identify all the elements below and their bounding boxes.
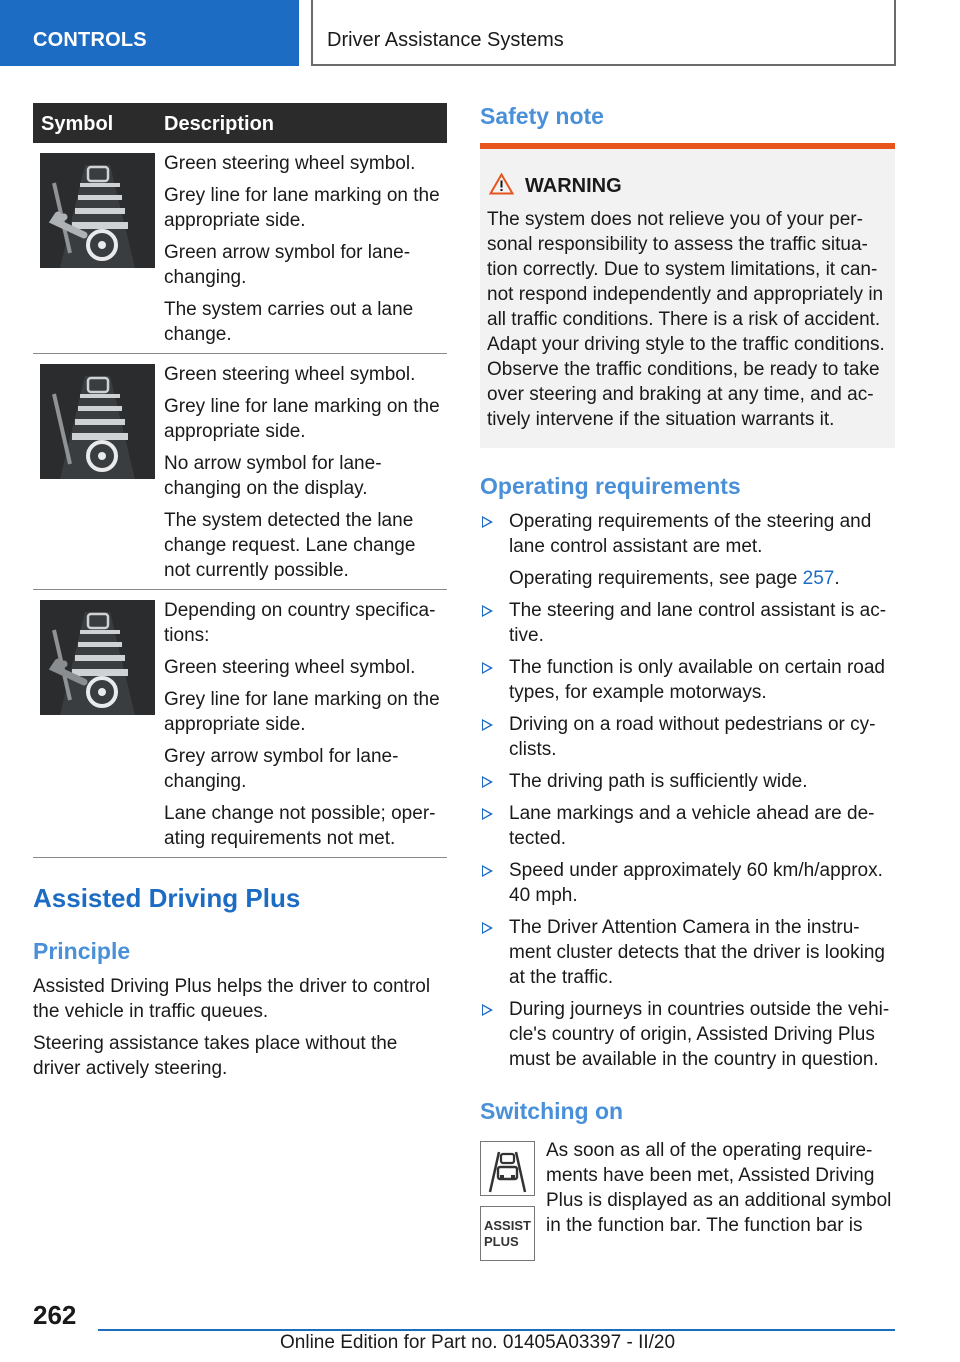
description-line: Grey line for lane marking on the appropriate side. xyxy=(164,689,440,735)
traffic-queue-icon xyxy=(480,1141,535,1196)
page-link[interactable]: 257 xyxy=(802,568,835,589)
table-header xyxy=(33,103,447,143)
section-tab xyxy=(0,0,299,66)
safety-heading: Safety note xyxy=(480,103,604,129)
bullet-triangle-icon xyxy=(482,1004,493,1016)
principle-paragraph: Steering assistance takes place without the driver actively steering. xyxy=(33,1033,398,1079)
description-line: Green arrow symbol for lane-changing. xyxy=(164,242,411,288)
table-row xyxy=(33,143,447,354)
section-heading: Assisted Driving Plus xyxy=(33,883,301,913)
description-line: The system carries out a lane change. xyxy=(164,299,414,345)
description-line: Green steering wheel symbol. xyxy=(164,364,416,385)
assist-plus-icon xyxy=(480,1206,535,1261)
col-symbol-header: Symbol xyxy=(41,113,114,135)
bullet-triangle-icon xyxy=(482,776,493,788)
list-item xyxy=(480,801,895,851)
footer-divider xyxy=(98,1329,895,1331)
list-item xyxy=(480,858,895,908)
description-line: Depending on country specifica-tions: xyxy=(164,600,436,646)
list-item xyxy=(480,915,895,990)
row-description xyxy=(164,354,447,595)
table-row xyxy=(33,590,447,858)
list-item xyxy=(480,769,895,794)
symbol-table xyxy=(33,103,447,858)
bullet-triangle-icon xyxy=(482,922,493,934)
list-item xyxy=(480,598,895,648)
page-number: 262 xyxy=(33,1300,77,1330)
warning-text: The system does not relieve you of your per-sonal responsibility to assess the traffic situa-tion correctly. Due to system limitations, it can-not respond independently and appropriately in all traffic conditions. There is a risk of accident. Adapt your driving style to the traffic conditions. Observe the traffic conditions, be ready to take over steering and braking at any time, and ac-tively intervene if the situation warrants it. xyxy=(487,209,885,430)
col-description-header: Description xyxy=(164,113,275,135)
description-line: Grey line for lane marking on the appropriate side. xyxy=(164,396,440,442)
requirement-reference xyxy=(509,566,895,591)
description-line: Green steering wheel symbol. xyxy=(164,657,416,678)
row-description xyxy=(164,590,447,863)
section-title: CONTROLS xyxy=(33,29,147,51)
principle-heading: Principle xyxy=(33,938,131,964)
description-line: No arrow symbol for lane-changing on the display. xyxy=(164,453,382,499)
description-line: The system detected the lane change request. Lane change not currently possible. xyxy=(164,510,416,581)
reference-text: Operating requirements, see page xyxy=(509,568,803,589)
requirements-list xyxy=(480,509,895,1079)
description-line: Lane change not possible; oper-ating requirements not met. xyxy=(164,803,436,849)
reference-end: . xyxy=(834,568,840,589)
principle-paragraph: Assisted Driving Plus helps the driver to control the vehicle in traffic queues. xyxy=(33,976,431,1022)
requirement-text: The function is only available on certain road types, for example motorways. xyxy=(509,657,886,703)
requirement-text: During journeys in countries outside the vehi-cle's country of origin, Assisted Driving Plus must be available in the country in question. xyxy=(509,999,890,1070)
row-description xyxy=(164,143,447,359)
requirement-text: Operating requirements of the steering and lane control assistant are met. xyxy=(509,511,872,557)
list-item xyxy=(480,655,895,705)
bullet-triangle-icon xyxy=(482,719,493,731)
requirement-text: Lane markings and a vehicle ahead are de-tected. xyxy=(509,803,875,849)
bullet-triangle-icon xyxy=(482,605,493,617)
requirement-text: The steering and lane control assistant is ac-tive. xyxy=(509,600,887,646)
description-line: Grey line for lane marking on the appropriate side. xyxy=(164,185,440,231)
description-line: Green steering wheel symbol. xyxy=(164,153,416,174)
bullet-triangle-icon xyxy=(482,808,493,820)
lane-change-arrow-grey-icon xyxy=(40,600,155,715)
list-item xyxy=(480,712,895,762)
assist-plus-line: ASSIST xyxy=(484,1218,531,1233)
requirement-text: Driving on a road without pedestrians or cy-clists. xyxy=(509,714,876,760)
edition-note: Online Edition for Part no. 01405A03397 - II/20 xyxy=(280,1332,676,1353)
table-row xyxy=(33,354,447,590)
requirement-text: The Driver Attention Camera in the instru-ment cluster detects that the driver is looking at the traffic. xyxy=(509,917,885,988)
chapter-title: Driver Assistance Systems xyxy=(327,29,564,51)
bullet-triangle-icon xyxy=(482,865,493,877)
switching-paragraph: As soon as all of the operating require-ments have been met, Assisted Driving Plus is displayed as an additional symbol in the function bar. The function bar is xyxy=(546,1140,892,1236)
chapter-tab xyxy=(311,0,896,66)
requirement-text: Speed under approximately 60 km/h/approx. 40 mph. xyxy=(509,860,883,906)
warning-box xyxy=(480,143,895,448)
requirement-text: The driving path is sufficiently wide. xyxy=(509,771,808,792)
list-item xyxy=(480,997,895,1072)
lane-change-no-arrow-icon xyxy=(40,364,155,479)
warning-triangle-icon xyxy=(489,173,514,195)
bullet-triangle-icon xyxy=(482,516,493,528)
operating-heading: Operating requirements xyxy=(480,473,741,499)
warning-label: WARNING xyxy=(525,175,622,197)
lane-change-arrow-green-icon xyxy=(40,153,155,268)
assist-plus-line: PLUS xyxy=(484,1234,519,1249)
description-line: Grey arrow symbol for lane-changing. xyxy=(164,746,399,792)
switching-heading: Switching on xyxy=(480,1098,624,1124)
bullet-triangle-icon xyxy=(482,662,493,674)
list-item xyxy=(480,509,895,591)
